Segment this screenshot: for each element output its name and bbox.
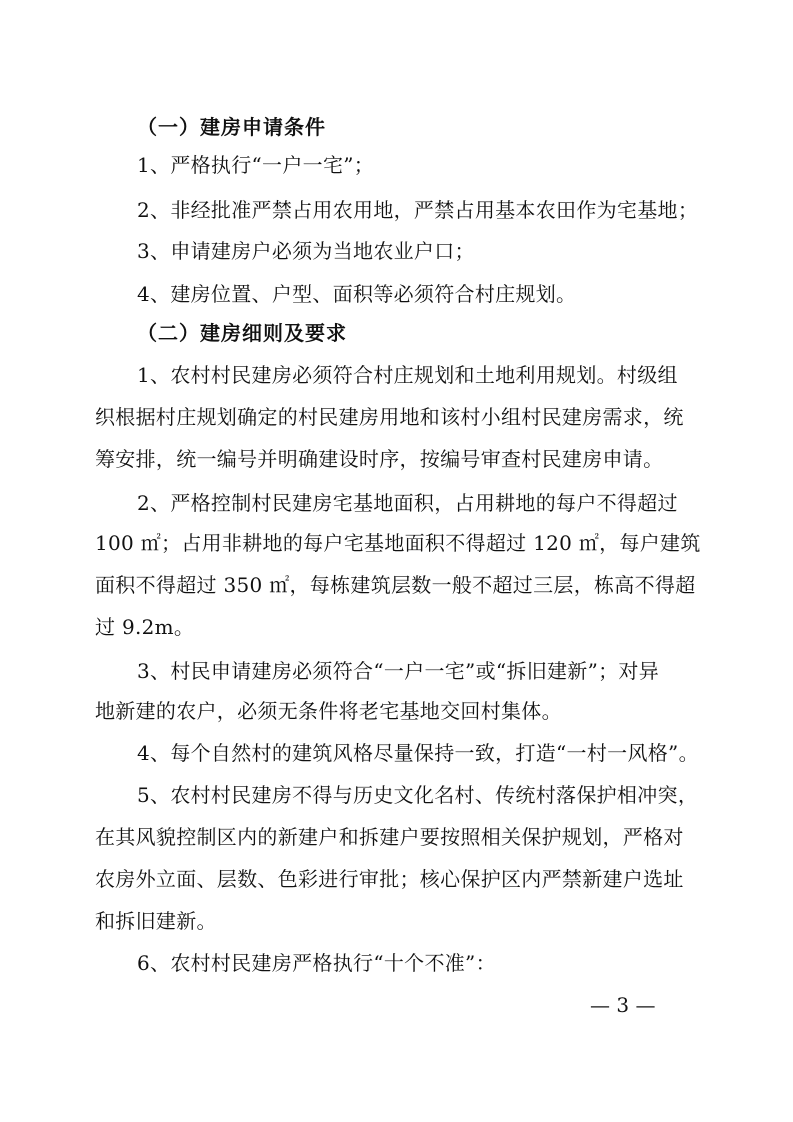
paragraph-line: 和拆旧建新。 — [95, 909, 217, 933]
paragraph-line: 筹安排，统一编号并明确建设时序，按编号审查村民建房申请。 — [95, 447, 664, 471]
paragraph-line: 6、农村村民建房严格执行“十个不准”： — [137, 951, 496, 975]
paragraph-line: 2、严格控制村民建房宅基地面积，占用耕地的每户不得超过 — [137, 491, 678, 515]
list-item: 4、建房位置、户型、面积等必须符合村庄规划。 — [137, 282, 577, 306]
paragraph-line: 在其风貌控制区内的新建户和拆建户要按照相关保护规划，严格对 — [95, 825, 684, 849]
paragraph-line: 3、村民申请建房必须符合“一户一宅”或“拆旧建新”；对异 — [137, 659, 660, 683]
paragraph-line: 1、农村村民建房必须符合村庄规划和土地利用规划。村级组 — [137, 363, 678, 387]
paragraph-line: 4、每个自然村的建筑风格尽量保持一致，打造“一村一风格”。 — [137, 741, 699, 765]
paragraph-line: 5、农村村民建房不得与历史文化名村、传统村落保护相冲突， — [137, 783, 699, 807]
paragraph-line: 过 9.2m。 — [95, 615, 195, 639]
list-item: 3、申请建房户必须为当地农业户口； — [137, 239, 475, 263]
section-heading: （一）建房申请条件 — [137, 115, 326, 139]
list-item: 2、非经批准严禁占用农用地，严禁占用基本农田作为宅基地； — [137, 198, 699, 222]
section-heading: （二）建房细则及要求 — [137, 321, 347, 345]
paragraph-line: 织根据村庄规划确定的村民建房用地和该村小组村民建房需求，统 — [95, 405, 684, 429]
paragraph-line: 100 ㎡；占用非耕地的每户宅基地面积不得超过 120 ㎡，每户建筑 — [95, 531, 701, 555]
list-item: 1、严格执行“一户一宅”； — [137, 153, 375, 177]
paragraph-line: 农房外立面、层数、色彩进行审批；核心保护区内严禁新建户选址 — [95, 867, 684, 891]
page-number: — 3 — — [590, 993, 656, 1017]
paragraph-line: 面积不得超过 350 ㎡，每栋建筑层数一般不超过三层，栋高不得超 — [95, 573, 696, 597]
paragraph-line: 地新建的农户，必须无条件将老宅基地交回村集体。 — [95, 699, 562, 723]
